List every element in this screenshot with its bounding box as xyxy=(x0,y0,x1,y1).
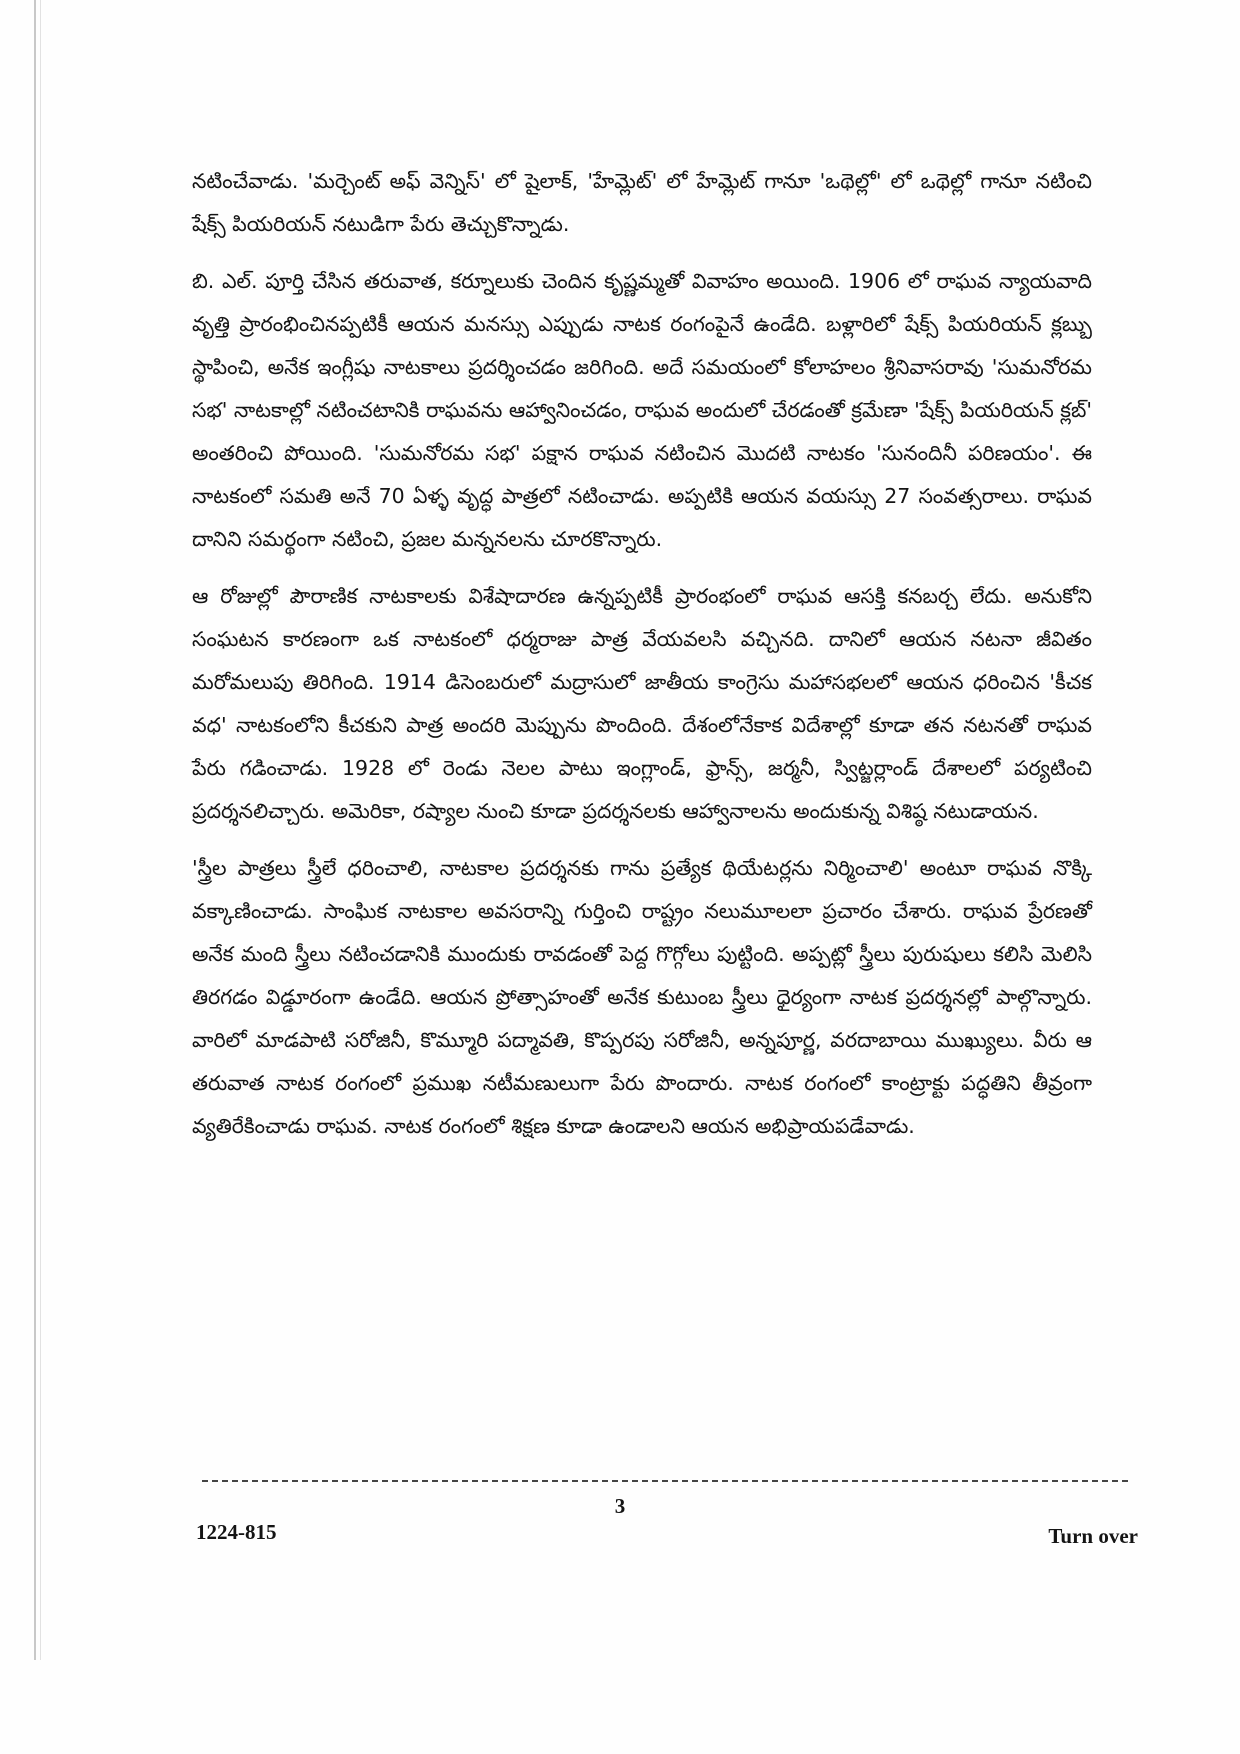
scan-edge-shadow xyxy=(40,0,41,1660)
scan-edge-line xyxy=(34,0,36,1660)
turn-over-label: Turn over xyxy=(1048,1524,1138,1548)
footer-dashed-rule xyxy=(202,1480,1128,1482)
main-text-body xyxy=(192,160,1092,1162)
paragraph-4: 'స్త్రీల పాత్రలు స్త్రీలే ధరించాలి, నాటకాల ప్రదర్శనకు గాను ప్రత్యేక థియేటర్లను నిర్మించాలి' అంటూ రాఘవ నొక్కి వక్కాణించాడు. సాంఘిక నాటకాల అవసరాన్ని గుర్తించి రాష్ట్రం నలుమూలలా ప్రచారం చేశారు. రాఘవ ప్రేరణతో అనేక మంది స్త్రీలు నటించడానికి ముందుకు రావడంతో పెద్ద గొగ్గోలు పుట్టింది. అప్పట్లో స్త్రీలు పురుషులు కలిసి మెలిసి తిరగడం విడ్డూరంగా ఉండేది. ఆయన ప్రోత్సాహంతో అనేక కుటుంబ స్త్రీలు ధైర్యంగా నాటక ప్రదర్శనల్లో పాల్గొన్నారు. వారిలో మాడపాటి సరోజినీ, కొమ్మూరి పద్మావతి, కొప్పరపు సరోజినీ, అన్నపూర్ణ, వరదాబాయి ముఖ్యులు. వీరు ఆ తరువాత నాటక రంగంలో ప్రముఖ నటీమణులుగా పేరు పొందారు. నాటక రంగంలో కాంట్రాక్టు పద్ధతిని తీవ్రంగా వ్యతిరేకించాడు రాఘవ. నాటక రంగంలో శిక్షణ కూడా ఉండాలని ఆయన అభిప్రాయపడేవాడు. xyxy=(192,856,1092,1138)
paragraph-2: బి. ఎల్. పూర్తి చేసిన తరువాత, కర్నూలుకు చెందిన కృష్ణమ్మతో వివాహం అయింది. 1906 లో రాఘవ న్యాయవాది వృత్తి ప్రారంభించినప్పటికీ ఆయన మనస్సు ఎప్పుడు నాటక రంగంపైనే ఉండేది. బళ్లారిలో షేక్స్ పియరియన్ క్లబ్బు స్థాపించి, అనేక ఇంగ్లీషు నాటకాలు ప్రదర్శించడం జరిగింది. అదే సమయంలో కోలాహలం శ్రీనివాసరావు 'సుమనోరమ సభ' నాటకాల్లో నటించటానికి రాఘవను ఆహ్వానించడం, రాఘవ అందులో చేరడంతో క్రమేణా 'షేక్స్ పియరియన్ క్లబ్' అంతరించి పోయింది. 'సుమనోరమ సభ' పక్షాన రాఘవ నటించిన మొదటి నాటకం 'సునందినీ పరిణయం'. ఈ నాటకంలో సమతి అనే 70 ఏళ్ళ వృద్ధ పాత్రలో నటించాడు. అప్పటికి ఆయన వయస్సు 27 సంవత్సరాలు. రాఘవ దానిని సమర్థంగా నటించి, ప్రజల మన్ననలను చూరకొన్నారు. xyxy=(192,269,1092,551)
paragraph-1: నటించేవాడు. 'మర్చెంట్ అఫ్ వెన్నిస్' లో షైలాక్, 'హేమ్లెట్' లో హేమ్లెట్ గానూ 'ఒథెల్లో' లో ఒథెల్లో గానూ నటించి షేక్స్ పియరియన్ నటుడిగా పేరు తెచ్చుకొన్నాడు. xyxy=(192,169,1092,236)
paragraph-3: ఆ రోజుల్లో పౌరాణిక నాటకాలకు విశేషాదారణ ఉన్నప్పటికీ ప్రారంభంలో రాఘవ ఆసక్తి కనబర్చ లేదు. అనుకోని సంఘటన కారణంగా ఒక నాటకంలో ధర్మరాజు పాత్ర వేయవలసి వచ్చినది. దానిలో ఆయన నటనా జీవితం మరోమలుపు తిరిగింది. 1914 డిసెంబరులో మద్రాసులో జాతీయ కాంగ్రెసు మహాసభలలో ఆయన ధరించిన 'కీచక వధ' నాటకంలోని కీచకుని పాత్ర అందరి మెప్పును పొందింది. దేశంలోనేకాక విదేశాల్లో కూడా తన నటనతో రాఘవ పేరు గడించాడు. 1928 లో రెండు నెలల పాటు ఇంగ్లాండ్, ఫ్రాన్స్, జర్మనీ, స్విట్జర్లాండ్ దేశాలలో పర్యటించి ప్రదర్శనలిచ్చారు. అమెరికా, రష్యాల నుంచి కూడా ప్రదర్శనలకు ఆహ్వానాలను అందుకున్న విశిష్ఠ నటుడాయన. xyxy=(192,584,1092,823)
paper-code: 1224-815 xyxy=(196,1520,277,1544)
page-number: 3 xyxy=(614,1494,626,1518)
